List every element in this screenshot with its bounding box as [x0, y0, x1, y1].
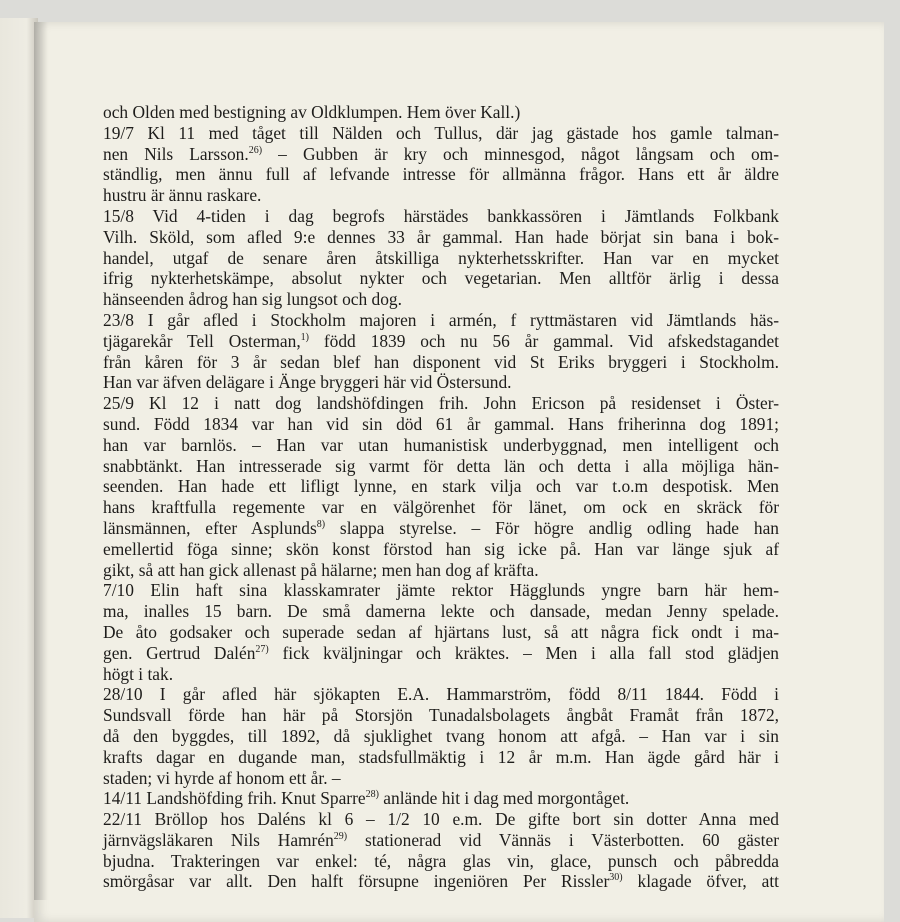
text-line [103, 643, 779, 664]
text-line [103, 102, 779, 123]
text-line [103, 248, 779, 269]
text-line [103, 331, 779, 352]
footnote-marker: 1) [300, 331, 310, 343]
line-text: Han var äfven delägare i Änge bryggeri här vid Östersund. [103, 372, 512, 393]
text-line [103, 664, 779, 685]
text-line [103, 310, 779, 331]
line-text: länsmännen, efter Asplunds [103, 517, 317, 538]
text-line [103, 372, 779, 393]
line-text: från kåren för 3 år sedan blef han disponent vid St Eriks bryggeri i Stockholm. [103, 351, 779, 372]
footnote-marker: 30) [609, 872, 623, 884]
text-line [103, 456, 779, 477]
line-text: gen. Gertrud Dalén [103, 642, 256, 663]
text-line [103, 289, 779, 310]
line-text-continued: – Gubben är kry och minnesgod, något långsam och om- [262, 143, 780, 164]
line-text: smörgåsar var allt. Den halft försupne ingeniören Per Rissler [103, 871, 610, 892]
text-line [103, 435, 779, 456]
text-line [103, 539, 779, 560]
footnote-marker: 27) [255, 643, 269, 655]
line-text: ständlig, men ännu full af lefvande intresse för allmänna frågor. Hans ett år äldre [103, 164, 779, 185]
text-line [103, 185, 779, 206]
line-text: ma, inalles 15 barn. De små damerna lekte och dansade, medan Jenny spelade. [103, 601, 779, 622]
text-line [103, 414, 779, 435]
footnote-marker: 29) [333, 830, 348, 842]
line-text: Vilh. Sköld, som afled 9:e dennes 33 år gammal. Han hade börjat sin bana i bok- [103, 226, 779, 247]
line-text-continued: slappa styrelse. – För högre andlig odling hade han [325, 517, 779, 538]
line-text: järnvägsläkaren Nils Hamrén [103, 829, 334, 850]
text-line [103, 497, 779, 518]
line-text: 7/10 Elin haft sina klasskamrater jämte rektor Hägglunds yngre barn här hem- [103, 580, 779, 601]
line-text: nen Nils Larsson. [103, 143, 249, 164]
line-text: gikt, så att han gick allenast på hälarne; men han dog af kräfta. [103, 559, 539, 580]
line-text: 28/10 I går afled här sjökapten E.A. Hammarström, född 8/11 1844. Född i [103, 684, 779, 705]
text-line [103, 227, 779, 248]
text-line [103, 476, 779, 497]
line-text: 14/11 Landshöfding frih. Knut Sparre [103, 788, 366, 809]
text-line [103, 851, 779, 872]
text-line [103, 352, 779, 373]
text-line [103, 705, 779, 726]
line-text: 23/8 I går afled i Stockholm majoren i armén, f ryttmästaren vid Jämtlands häs- [103, 309, 779, 330]
text-line [103, 601, 779, 622]
line-text-continued: född 1839 och nu 56 år gammal. Vid afskedstagandet [309, 330, 779, 351]
line-text: snabbtänkt. Han intresserade sig varmt för detta län och detta i alla möjliga hän- [103, 455, 779, 476]
line-text: emellertid föga sinne; skön konst förstod han sig icke på. Han var länge sjuk af [103, 538, 779, 559]
line-text: De åto godsaker och superade sedan af hjärtans lust, så att några fick ondt i ma- [103, 621, 779, 642]
line-text: seenden. Han hade ett lifligt lynne, en stark vilja och var t.o.m despotisk. Men [103, 476, 779, 497]
line-text-continued: fick kväljningar och kräktes. – Men i alla fall stod glädjen [268, 642, 779, 663]
line-text-continued: anlände hit i dag med morgontåget. [378, 788, 630, 809]
line-text: och Olden med bestigning av Oldklumpen. Hem över Kall.) [103, 102, 521, 122]
text-line [103, 268, 779, 289]
line-text: 19/7 Kl 11 med tåget till Nälden och Tullus, där jag gästade hos gamle talman- [103, 122, 779, 143]
text-line [103, 830, 779, 851]
text-line [103, 123, 779, 144]
text-line [103, 622, 779, 643]
line-text: han var barnlös. – Han var utan humanistisk underbyggnad, men intelligent och [103, 434, 779, 455]
line-text-continued: stationerad vid Vännäs i Västerbotten. 60 gäster [347, 829, 779, 850]
text-line [103, 393, 779, 414]
footnote-marker: 26) [248, 144, 263, 156]
text-line [103, 747, 779, 768]
line-text: tjägarekår Tell Osterman, [103, 330, 301, 351]
page-gutter [34, 22, 48, 900]
text-line [103, 164, 779, 185]
line-text: högt i tak. [103, 663, 174, 684]
text-line [103, 684, 779, 705]
text-line [103, 809, 779, 830]
text-line [103, 580, 779, 601]
text-line [103, 871, 779, 892]
text-line [103, 726, 779, 747]
diary-text [103, 102, 779, 892]
text-line [103, 560, 779, 581]
line-text: sund. Född 1834 var han vid sin död 61 år gammal. Hans friherinna dog 1891; [103, 413, 779, 434]
line-text: hustru är ännu raskare. [103, 185, 262, 206]
line-text: 25/9 Kl 12 i natt dog landshöfdingen frih. John Ericson på residenset i Öster- [103, 393, 779, 414]
text-line [103, 518, 779, 539]
line-text: bjudna. Trakteringen var enkel: té, några glas vin, glace, punsch och påbredda [103, 850, 779, 871]
line-text: ifrig nykterhetskämpe, absolut nykter och vegetarian. Men alltför ärlig i dessa [103, 268, 779, 289]
line-text: staden; vi hyrde af honom ett år. – [103, 767, 341, 788]
line-text: hans kraftfulla regemente var en välgörenhet för länet, om ock en skräck för [103, 497, 779, 518]
line-text: 22/11 Bröllop hos Daléns kl 6 – 1/2 10 e.m. De gifte bort sin dotter Anna med [103, 809, 779, 830]
line-text: krafts dagar en dugande man, stadsfullmäktig i 12 år m.m. Han ägde gård här i [103, 746, 779, 767]
line-text: då den byggdes, till 1892, då sjuklighet tvang honom att afgå. – Han var i sin [103, 725, 779, 746]
line-text: 15/8 Vid 4-tiden i dag begrofs härstädes bankkassören i Jämtlands Folkbank [103, 205, 779, 226]
text-line [103, 144, 779, 165]
text-line [103, 206, 779, 227]
text-line [103, 788, 779, 809]
line-text-continued: klagade öfver, att [622, 871, 779, 892]
line-text: Sundsvall förde han här på Storsjön Tunadalsbolagets ångbåt Framåt från 1872, [103, 705, 779, 726]
footnote-marker: 28) [365, 789, 379, 801]
text-line [103, 768, 779, 789]
footnote-marker: 8) [316, 518, 326, 530]
facing-page-edge [0, 18, 38, 918]
line-text: hänseenden ådrog han sig lungsot och dog. [103, 289, 402, 310]
line-text: handel, utgaf de senare åren åtskilliga nykterhetsskrifter. Han var en mycket [103, 247, 779, 268]
